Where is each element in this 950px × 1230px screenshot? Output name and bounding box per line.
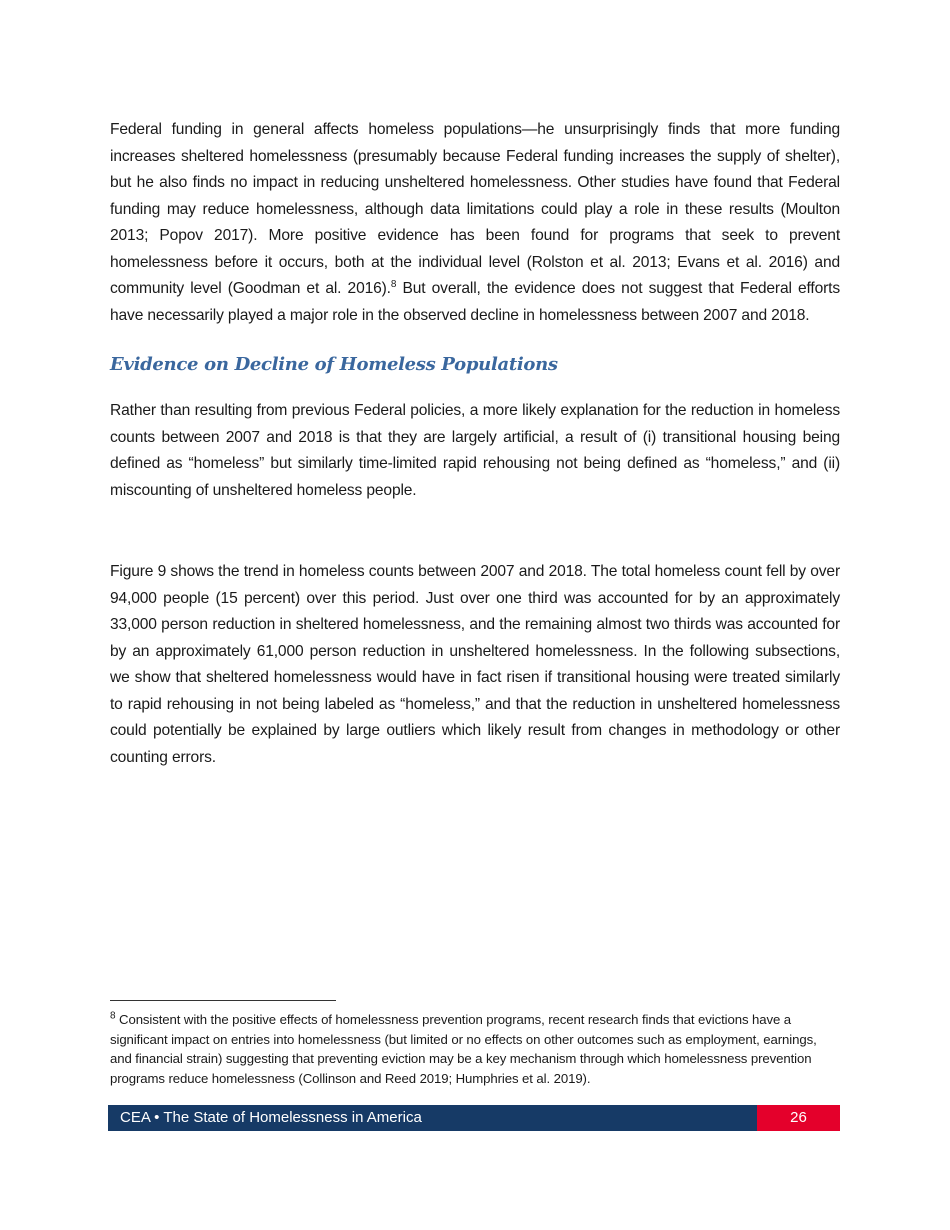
footnote-divider bbox=[110, 1000, 336, 1001]
footer-title: CEA • The State of Homelessness in America bbox=[120, 1109, 422, 1126]
body-paragraph: Rather than resulting from previous Federal policies, a more likely explanation for the reduction in homeless counts between 2007 and 2018 is that they are largely artificial, a result of (i) transitional housing being defined as “homeless” but similarly time-limited rapid rehousing not being defined as “homeless,” and (ii) miscounting of unsheltered homeless people. bbox=[110, 402, 840, 499]
section-heading: Evidence on Decline of Homeless Populations bbox=[110, 354, 558, 375]
body-paragraph: Figure 9 shows the trend in homeless counts between 2007 and 2018. The total homeless count fell by over 94,000 people (15 percent) over this period. Just over one third was accounted for by an approximately 33,000 person reduction in sheltered homelessness, and the remaining almost two thirds was accounted for by an approximately 61,000 person reduction in unsheltered homelessness. In the following subsections, we show that sheltered homelessness would have in fact risen if transitional housing were treated similarly to rapid rehousing in not being labeled as “homeless,” and that the reduction in unsheltered homelessness could potentially be explained by large outliers which likely result from changes in methodology or other counting errors. bbox=[110, 563, 840, 766]
page-footer bbox=[108, 1105, 840, 1131]
page-number: 26 bbox=[757, 1105, 840, 1131]
footnote-ref[interactable]: 8 bbox=[390, 278, 397, 290]
paragraph-text: But overall, the evidence does not suggest that Federal efforts have necessarily played a major role in the observed decline in homelessness between 2007 and 2018. bbox=[110, 280, 840, 324]
footnote-text: Consistent with the positive effects of homelessness prevention programs, recent research finds that evictions have a significant impact on entries into homelessness (but limited or no effects on other outcomes such as employment, earnings, and financial strain) suggesting that preventing eviction may be a key mechanism through which homelessness prevention programs reduce homelessness (Collinson and Reed 2019; Humphries et al. 2019). bbox=[110, 1012, 817, 1086]
body-paragraph bbox=[110, 117, 840, 329]
paragraph-text: Federal funding in general affects homeless populations—he unsurprisingly finds that more funding increases sheltered homelessness (presumably because Federal funding increases the supply of shelter), but he also finds no impact in reducing unsheltered homelessness. Other studies have found that Federal funding may reduce homelessness, although data limitations could play a role in these results (Moulton 2013; Popov 2017). More positive evidence has been found for programs that seek to prevent homelessness before it occurs, both at the individual level (Rolston et al. 2013; Evans et al. 2016) and community level (Goodman et al. 2016). bbox=[110, 121, 840, 297]
footnote bbox=[110, 1010, 840, 1088]
footnote-number: 8 bbox=[110, 1010, 116, 1022]
